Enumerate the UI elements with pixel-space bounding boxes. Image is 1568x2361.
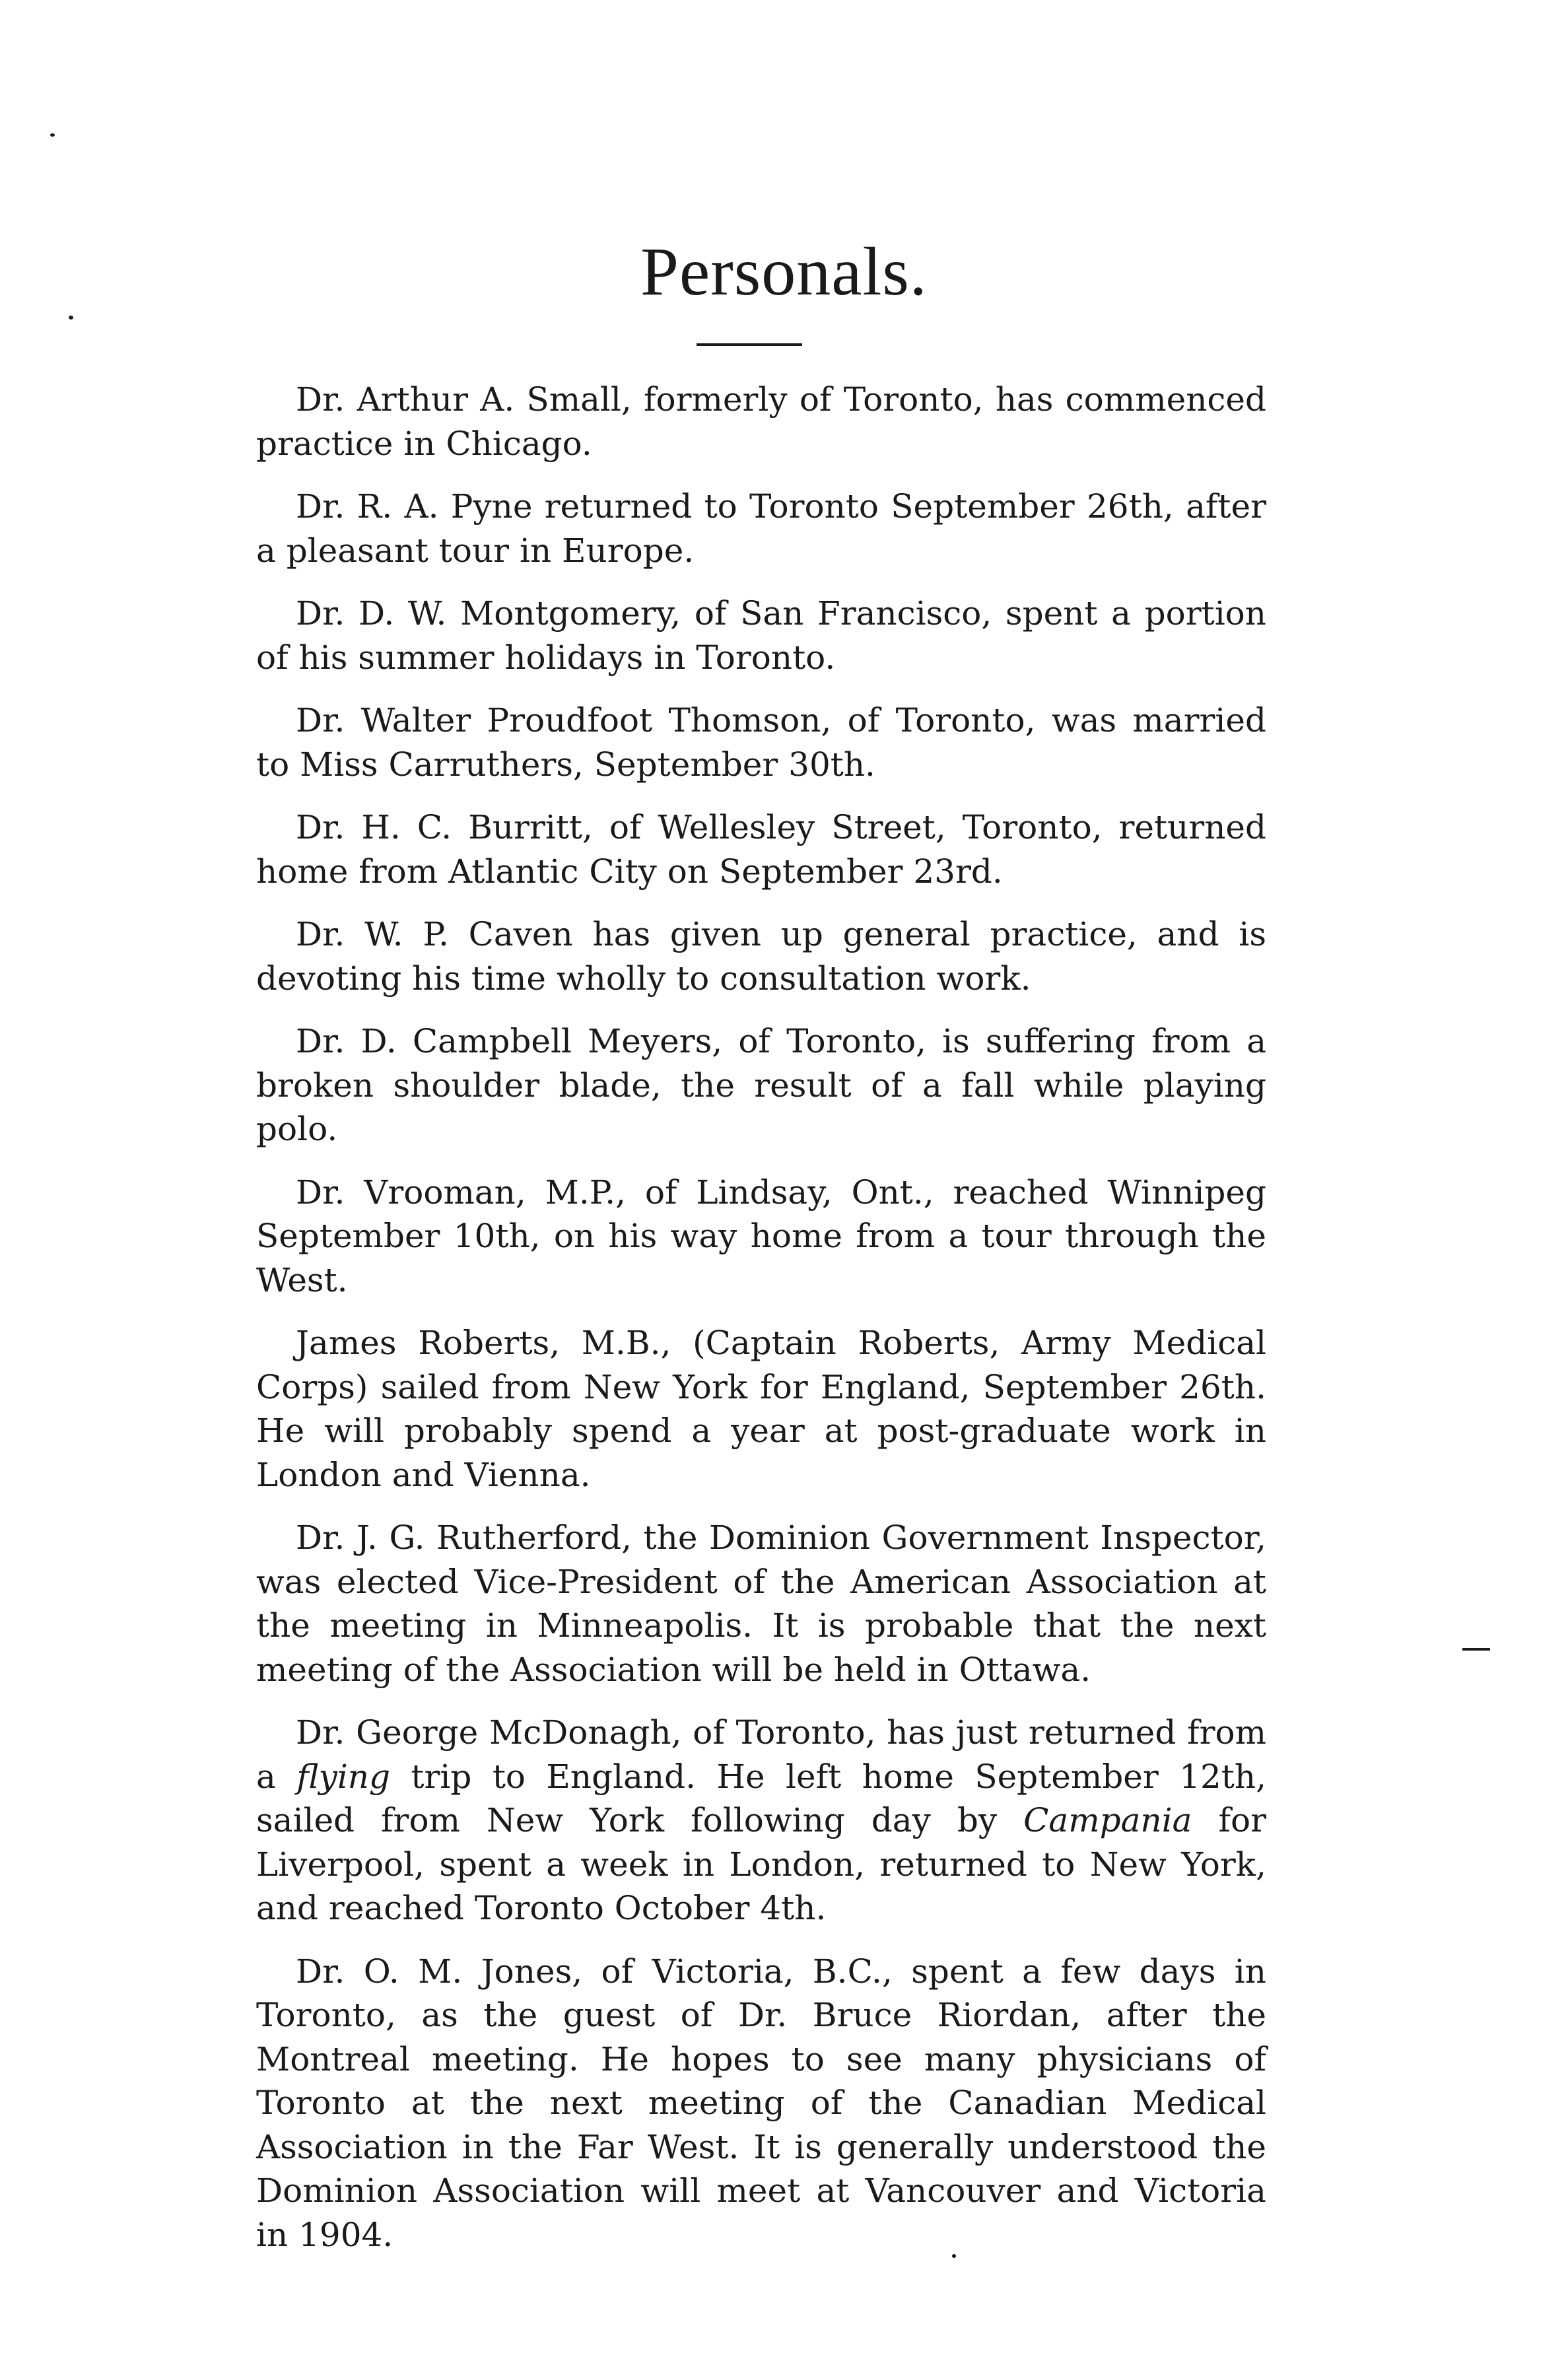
- personal-item: Dr. J. G. Rutherford, the Dominion Government Inspector, was elected Vice-President of the American Association at the meeting in Minneapolis. It is probable that the next meeting of the Association will be held in Ottawa.: [256, 1519, 1266, 1689]
- article-body: [256, 378, 1266, 2276]
- personal-item: Dr. W. P. Caven has given up general practice, and is devoting his time wholly to consultation work.: [256, 915, 1266, 998]
- margin-speck: [50, 133, 55, 137]
- page-title: Personals.: [640, 234, 928, 310]
- margin-speck: [69, 316, 73, 320]
- personal-item: Dr. D. W. Montgomery, of San Francisco, spent a portion of his summer holidays in Toronto.: [256, 594, 1266, 677]
- personal-item: Dr. Walter Proudfoot Thomson, of Toronto, was married to Miss Carruthers, September 30th.: [256, 701, 1266, 784]
- personal-item: Dr. R. A. Pyne returned to Toronto September 26th, after a pleasant tour in Europe.: [256, 487, 1266, 570]
- title-rule: [697, 343, 802, 346]
- personal-item: Dr. O. M. Jones, of Victoria, B.C., spent a few days in Toronto, as the guest of Dr. Bruce Riordan, after the Montreal meeting. He hopes to see many physicians of Toronto at the next meeting of the Canadian Medical Association in the Far West. It is generally understood the Dominion Association will meet at Vancouver and Victoria in 1904.: [256, 1952, 1266, 2254]
- margin-mark: [1462, 1648, 1490, 1651]
- ship-name: Campania: [1023, 1801, 1192, 1839]
- item-text: Dr. George McDonagh, of Toronto, has just returned from a: [256, 1713, 1266, 1796]
- personal-item: James Roberts, M.B., (Captain Roberts, Army Medical Corps) sailed from New York for England, September 26th. He will probably spend a year at post-graduate work in London and Vienna.: [256, 1324, 1266, 1494]
- item-text: for Liverpool, spent a week in London, returned to New York, and reached Toronto October 4th.: [256, 1801, 1266, 1927]
- personal-item: Dr. H. C. Burritt, of Wellesley Street, Toronto, returned home from Atlantic City on September 23rd.: [256, 808, 1266, 891]
- item-text: trip to England. He left home September 12th, sailed from New York following day by: [256, 1757, 1266, 1839]
- personal-item: Dr. Arthur A. Small, formerly of Toronto, has commenced practice in Chicago.: [256, 380, 1266, 463]
- personal-item: Dr. D. Campbell Meyers, of Toronto, is suffering from a broken shoulder blade, the result of a fall while playing polo.: [256, 1022, 1266, 1148]
- personal-item: [256, 1711, 1266, 1931]
- personal-item: Dr. Vrooman, M.P., of Lindsay, Ont., reached Winnipeg September 10th, on his way home from a tour through the West.: [256, 1173, 1266, 1299]
- italic-word: flying: [296, 1757, 391, 1796]
